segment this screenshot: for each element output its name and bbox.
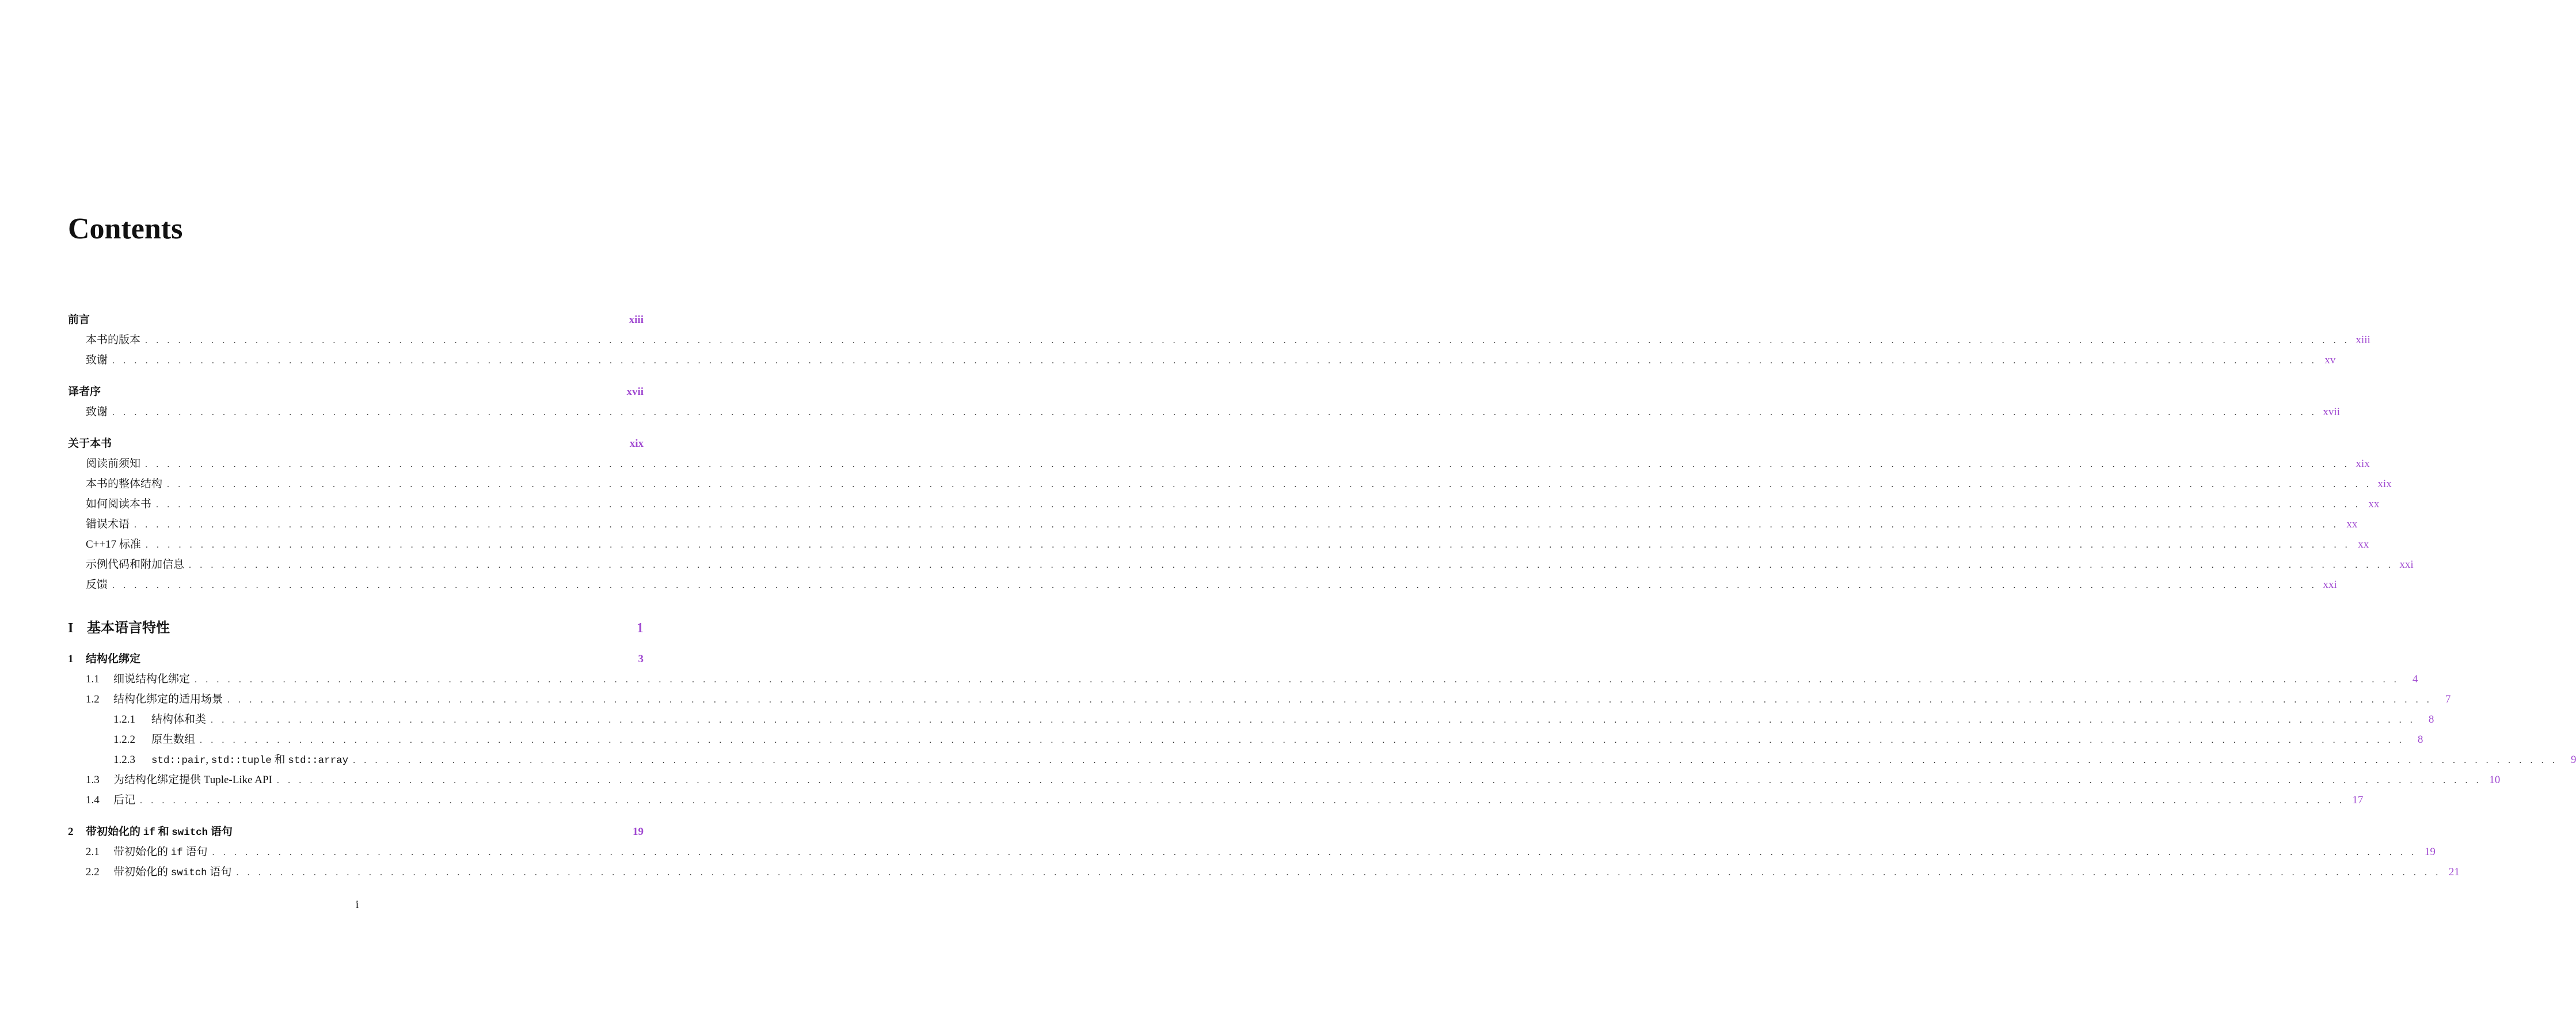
entry-page-link[interactable]: xxi	[2399, 559, 2414, 571]
entry-title: 致谢	[86, 406, 108, 418]
toc-entry[interactable]	[68, 575, 2337, 595]
code-term: std::tuple	[211, 755, 272, 766]
entry-title: C++17 标准	[86, 538, 141, 550]
toc-chapter-heading[interactable]	[68, 822, 644, 842]
entry-title	[113, 862, 231, 883]
entry-page-link[interactable]: 1	[637, 621, 644, 636]
entry-page-link[interactable]: 8	[2428, 713, 2434, 726]
code-term: if	[170, 847, 183, 859]
entry-page-link[interactable]: xix	[2356, 458, 2370, 470]
entry-title: 错误术语	[86, 518, 130, 530]
toc-section[interactable]	[68, 790, 2364, 810]
entry-title: 如何阅读本书	[86, 498, 152, 510]
entry-page-link[interactable]: 17	[2352, 794, 2364, 806]
entry-page-link[interactable]: 4	[2412, 673, 2418, 685]
title-text: 细说结构化绑定	[113, 673, 191, 685]
entry-page-link[interactable]: xv	[2324, 354, 2336, 366]
toc-section[interactable]	[68, 770, 2501, 790]
toc-entry[interactable]	[68, 555, 2414, 575]
toc-entry[interactable]	[68, 454, 2370, 474]
entry-number: 2	[68, 826, 74, 838]
entry-title: 关于本书	[68, 438, 112, 450]
code-term: switch	[170, 867, 207, 879]
entry-page-link[interactable]: 19	[633, 826, 644, 838]
toc-entry[interactable]	[68, 402, 2340, 422]
entry-title	[113, 790, 135, 810]
leader-dots: . . . . . . . . . . . . . . . . . . . . . . . . . . . . . . . . . . . . . . . . . . . . . . . . . . . . . . . . . . . . . . . . . . . . . . . . . . . . . . . . . . . . . . . . . . . . . . . . . . . . . . . . . . . . . . . . . . . . . . . . . . . . . . . . . . . . . . . . . . . . . . . . . . . . . . . . . . . . . . . . . . . . . . . . . . . . . . . . . . . . . . . . . . . . . . . . . . . . . . . .	[211, 715, 2416, 725]
leader-dots: . . . . . . . . . . . . . . . . . . . . . . . . . . . . . . . . . . . . . . . . . . . . . . . . . . . . . . . . . . . . . . . . . . . . . . . . . . . . . . . . . . . . . . . . . . . . . . . . . . . . . . . . . . . . . . . . . . . . . . . . . . . . . . . . . . . . . . . . . . . . . . . . . . . . . . . . . . . . . . . . . . . . . . . . . . . . . . . . . . . . . . . . . . . . . . . . . . . . . . . .	[112, 580, 2318, 590]
toc-entry[interactable]	[68, 534, 2369, 555]
entry-title: 本书的整体结构	[86, 478, 163, 490]
toc-entry[interactable]	[68, 330, 2370, 350]
toc-part-heading[interactable]	[68, 616, 644, 641]
entry-title	[151, 730, 195, 750]
entry-page-link[interactable]: xiii	[629, 314, 644, 326]
entry-number: 2.1	[86, 846, 100, 858]
toc-section[interactable]	[68, 842, 2436, 862]
title-text: 原生数组	[151, 734, 196, 746]
title-text: 结构化绑定	[86, 653, 141, 665]
code-term: switch	[172, 827, 208, 838]
leader-dots: . . . . . . . . . . . . . . . . . . . . . . . . . . . . . . . . . . . . . . . . . . . . . . . . . . . . . . . . . . . . . . . . . . . . . . . . . . . . . . . . . . . . . . . . . . . . . . . . . . . . . . . . . . . . . . . . . . . . . . . . . . . . . . . . . . . . . . . . . . . . . . . . . . . . . . . . . . . . . . . . . . . . . . . . . . . . . . . . . . . . . . . . . . . . . . . . . . . . . . . .	[112, 408, 2318, 417]
toc-subsection[interactable]	[68, 750, 2576, 770]
entry-title	[113, 770, 272, 790]
leader-dots: . . . . . . . . . . . . . . . . . . . . . . . . . . . . . . . . . . . . . . . . . . . . . . . . . . . . . . . . . . . . . . . . . . . . . . . . . . . . . . . . . . . . . . . . . . . . . . . . . . . . . . . . . . . . . . . . . . . . . . . . . . . . . . . . . . . . . . . . . . . . . . . . . . . . . . . . . . . . . . . . . . . . . . . . . . . . . . . . . . . . . . . . . . . . . . . . . . . . . . . .	[156, 500, 2361, 510]
entry-page-link[interactable]: xvii	[2323, 406, 2340, 418]
entry-title: 基本语言特性	[87, 621, 170, 636]
entry-number: 1.2.3	[113, 754, 135, 766]
entry-page-link[interactable]: 10	[2489, 774, 2501, 786]
title-text: 带初始化的	[113, 866, 171, 878]
title-text: 带初始化的	[86, 826, 143, 838]
entry-page-link[interactable]: xix	[2377, 478, 2392, 490]
entry-page-link[interactable]: 19	[2424, 846, 2436, 858]
entry-number: 1.2	[86, 693, 100, 705]
entry-page-link[interactable]: 8	[2417, 734, 2423, 746]
entry-page-link[interactable]: xx	[2368, 498, 2380, 510]
entry-page-link[interactable]: xxi	[2323, 579, 2337, 591]
entry-title: 前言	[68, 314, 90, 326]
entry-title: 示例代码和附加信息	[86, 559, 185, 571]
entry-title	[86, 822, 631, 843]
entry-title: 致谢	[86, 354, 108, 366]
title-text: 结构化绑定的适用场景	[113, 693, 223, 705]
toc-subsection[interactable]	[68, 709, 2434, 730]
entry-title: 译者序	[68, 386, 101, 398]
toc-group-heading[interactable]	[68, 434, 644, 454]
toc-chapter-heading[interactable]	[68, 649, 644, 669]
toc-subsection[interactable]	[68, 730, 2423, 750]
title-text: 和	[271, 754, 288, 766]
entry-page-link[interactable]: 7	[2445, 693, 2451, 705]
leader-dots: . . . . . . . . . . . . . . . . . . . . . . . . . . . . . . . . . . . . . . . . . . . . . . . . . . . . . . . . . . . . . . . . . . . . . . . . . . . . . . . . . . . . . . . . . . . . . . . . . . . . . . . . . . . . . . . . . . . . . . . . . . . . . . . . . . . . . . . . . . . . . . . . . . . . . . . . . . . . . . . . . . . . . . . . . . . . . . . . . . . . . . . . . . . . . . . . . . . . . . . .	[195, 675, 2400, 685]
entry-page-link[interactable]: xvii	[626, 386, 644, 398]
entry-title	[113, 689, 223, 709]
leader-dots: . . . . . . . . . . . . . . . . . . . . . . . . . . . . . . . . . . . . . . . . . . . . . . . . . . . . . . . . . . . . . . . . . . . . . . . . . . . . . . . . . . . . . . . . . . . . . . . . . . . . . . . . . . . . . . . . . . . . . . . . . . . . . . . . . . . . . . . . . . . . . . . . . . . . . . . . . . . . . . . . . . . . . . . . . . . . . . . . . . . . . . . . . . . . . . . . . . . . . . . .	[276, 776, 2482, 785]
toc-group-heading[interactable]	[68, 382, 644, 402]
title-text: 语句	[208, 826, 233, 838]
title-text: 带初始化的	[113, 846, 171, 858]
entry-title	[113, 669, 190, 689]
entry-page-link[interactable]: xx	[2358, 538, 2369, 550]
leader-dots: . . . . . . . . . . . . . . . . . . . . . . . . . . . . . . . . . . . . . . . . . . . . . . . . . . . . . . . . . . . . . . . . . . . . . . . . . . . . . . . . . . . . . . . . . . . . . . . . . . . . . . . . . . . . . . . . . . . . . . . . . . . . . . . . . . . . . . . . . . . . . . . . . . . . . . . . . . . . . . . . . . . . . . . . . . . . . . . . . . . . . . . . . . . . . . . . . . . . . . . .	[200, 735, 2405, 745]
toc-entry[interactable]	[68, 474, 2392, 494]
toc-entry[interactable]	[68, 350, 2336, 370]
entry-number: 1.1	[86, 673, 100, 685]
entry-number: 1.3	[86, 774, 100, 786]
title-text: 后记	[113, 794, 136, 806]
entry-page-link[interactable]: xix	[629, 438, 644, 450]
entry-title	[151, 750, 348, 771]
title-text: 为结构化绑定提供 Tuple-Like API	[113, 774, 272, 786]
entry-number: 1.4	[86, 794, 100, 806]
leader-dots: . . . . . . . . . . . . . . . . . . . . . . . . . . . . . . . . . . . . . . . . . . . . . . . . . . . . . . . . . . . . . . . . . . . . . . . . . . . . . . . . . . . . . . . . . . . . . . . . . . . . . . . . . . . . . . . . . . . . . . . . . . . . . . . . . . . . . . . . . . . . . . . . . . . . . . . . . . . . . . . . . . . . . . . . . . . . . . . . . . . . . . . . . . . . . . . . . . . . . . . .	[236, 868, 2441, 878]
entry-page-link[interactable]: xx	[2346, 518, 2358, 530]
leader-dots: . . . . . . . . . . . . . . . . . . . . . . . . . . . . . . . . . . . . . . . . . . . . . . . . . . . . . . . . . . . . . . . . . . . . . . . . . . . . . . . . . . . . . . . . . . . . . . . . . . . . . . . . . . . . . . . . . . . . . . . . . . . . . . . . . . . . . . . . . . . . . . . . . . . . . . . . . . . . . . . . . . . . . . . . . . . . . . . . . . . . . . . . . . . . . . . . . . . . . . . .	[145, 460, 2350, 469]
entry-title: 反馈	[86, 579, 108, 591]
toc-group-heading[interactable]	[68, 310, 644, 330]
title-text: 和	[155, 826, 172, 838]
entry-number: I	[68, 621, 74, 636]
toc-entry[interactable]	[68, 494, 2380, 514]
entry-title	[151, 709, 206, 730]
title-text: 结构体和类	[151, 713, 207, 726]
entry-page-link[interactable]: 3	[638, 653, 644, 665]
leader-dots: . . . . . . . . . . . . . . . . . . . . . . . . . . . . . . . . . . . . . . . . . . . . . . . . . . . . . . . . . . . . . . . . . . . . . . . . . . . . . . . . . . . . . . . . . . . . . . . . . . . . . . . . . . . . . . . . . . . . . . . . . . . . . . . . . . . . . . . . . . . . . . . . . . . . . . . . . . . . . . . . . . . . . . . . . . . . . . . . . . . . . . . . . . . . . . . . . . . . . . . .	[145, 540, 2351, 550]
entry-title: 阅读前须知	[86, 458, 141, 470]
title-text: 语句	[207, 866, 232, 878]
entry-number: 1.2.2	[113, 734, 135, 746]
code-term: std::pair	[151, 755, 206, 766]
leader-dots: . . . . . . . . . . . . . . . . . . . . . . . . . . . . . . . . . . . . . . . . . . . . . . . . . . . . . . . . . . . . . . . . . . . . . . . . . . . . . . . . . . . . . . . . . . . . . . . . . . . . . . . . . . . . . . . . . . . . . . . . . . . . . . . . . . . . . . . . . . . . . . . . . . . . . . . . . . . . . . . . . . . . . . . . . . . . . . . . . . . . . . . . . . . . . . . . . . . . . . . .	[353, 755, 2558, 765]
entry-page-link[interactable]: 9	[2570, 754, 2576, 766]
toc-section[interactable]	[68, 669, 2418, 689]
entry-page-link[interactable]: 21	[2448, 866, 2460, 878]
leader-dots: . . . . . . . . . . . . . . . . . . . . . . . . . . . . . . . . . . . . . . . . . . . . . . . . . . . . . . . . . . . . . . . . . . . . . . . . . . . . . . . . . . . . . . . . . . . . . . . . . . . . . . . . . . . . . . . . . . . . . . . . . . . . . . . . . . . . . . . . . . . . . . . . . . . . . . . . . . . . . . . . . . . . . . . . . . . . . . . . . . . . . . . . . . . . . . . . . . . . . . . .	[167, 480, 2372, 489]
leader-dots: . . . . . . . . . . . . . . . . . . . . . . . . . . . . . . . . . . . . . . . . . . . . . . . . . . . . . . . . . . . . . . . . . . . . . . . . . . . . . . . . . . . . . . . . . . . . . . . . . . . . . . . . . . . . . . . . . . . . . . . . . . . . . . . . . . . . . . . . . . . . . . . . . . . . . . . . . . . . . . . . . . . . . . . . . . . . . . . . . . . . . . . . . . . . . . . . . . . . . . . .	[212, 848, 2417, 857]
leader-dots: . . . . . . . . . . . . . . . . . . . . . . . . . . . . . . . . . . . . . . . . . . . . . . . . . . . . . . . . . . . . . . . . . . . . . . . . . . . . . . . . . . . . . . . . . . . . . . . . . . . . . . . . . . . . . . . . . . . . . . . . . . . . . . . . . . . . . . . . . . . . . . . . . . . . . . . . . . . . . . . . . . . . . . . . . . . . . . . . . . . . . . . . . . . . . . . . . . . . . . . .	[189, 560, 2394, 570]
code-term: if	[143, 827, 155, 838]
leader-dots: . . . . . . . . . . . . . . . . . . . . . . . . . . . . . . . . . . . . . . . . . . . . . . . . . . . . . . . . . . . . . . . . . . . . . . . . . . . . . . . . . . . . . . . . . . . . . . . . . . . . . . . . . . . . . . . . . . . . . . . . . . . . . . . . . . . . . . . . . . . . . . . . . . . . . . . . . . . . . . . . . . . . . . . . . . . . . . . . . . . . . . . . . . . . . . . . . . . . . . . .	[140, 796, 2345, 806]
table-of-contents	[68, 310, 2576, 882]
leader-dots: . . . . . . . . . . . . . . . . . . . . . . . . . . . . . . . . . . . . . . . . . . . . . . . . . . . . . . . . . . . . . . . . . . . . . . . . . . . . . . . . . . . . . . . . . . . . . . . . . . . . . . . . . . . . . . . . . . . . . . . . . . . . . . . . . . . . . . . . . . . . . . . . . . . . . . . . . . . . . . . . . . . . . . . . . . . . . . . . . . . . . . . . . . . . . . . . . . . . . . . .	[112, 356, 2318, 366]
toc-section[interactable]	[68, 862, 2460, 882]
entry-number: 1	[68, 653, 74, 665]
entry-number: 1.2.1	[113, 713, 135, 726]
title-text: 语句	[182, 846, 208, 858]
entry-title	[113, 842, 208, 863]
entry-number: 2.2	[86, 866, 100, 878]
leader-dots: . . . . . . . . . . . . . . . . . . . . . . . . . . . . . . . . . . . . . . . . . . . . . . . . . . . . . . . . . . . . . . . . . . . . . . . . . . . . . . . . . . . . . . . . . . . . . . . . . . . . . . . . . . . . . . . . . . . . . . . . . . . . . . . . . . . . . . . . . . . . . . . . . . . . . . . . . . . . . . . . . . . . . . . . . . . . . . . . . . . . . . . . . . . . . . . . . . . . . . . .	[145, 336, 2350, 345]
code-term: std::array	[288, 755, 349, 766]
page-number: i	[355, 898, 359, 911]
toc-section[interactable]	[68, 689, 2451, 709]
entry-page-link[interactable]: xiii	[2356, 334, 2370, 346]
entry-title	[86, 649, 631, 669]
page-title: Contents	[68, 212, 183, 245]
leader-dots: . . . . . . . . . . . . . . . . . . . . . . . . . . . . . . . . . . . . . . . . . . . . . . . . . . . . . . . . . . . . . . . . . . . . . . . . . . . . . . . . . . . . . . . . . . . . . . . . . . . . . . . . . . . . . . . . . . . . . . . . . . . . . . . . . . . . . . . . . . . . . . . . . . . . . . . . . . . . . . . . . . . . . . . . . . . . . . . . . . . . . . . . . . . . . . . . . . . . . . . .	[134, 520, 2339, 530]
leader-dots: . . . . . . . . . . . . . . . . . . . . . . . . . . . . . . . . . . . . . . . . . . . . . . . . . . . . . . . . . . . . . . . . . . . . . . . . . . . . . . . . . . . . . . . . . . . . . . . . . . . . . . . . . . . . . . . . . . . . . . . . . . . . . . . . . . . . . . . . . . . . . . . . . . . . . . . . . . . . . . . . . . . . . . . . . . . . . . . . . . . . . . . . . . . . . . . . . . . . . . . .	[227, 695, 2433, 705]
entry-title: 本书的版本	[86, 334, 141, 346]
toc-entry[interactable]	[68, 514, 2358, 534]
title-text: ,	[206, 754, 211, 766]
